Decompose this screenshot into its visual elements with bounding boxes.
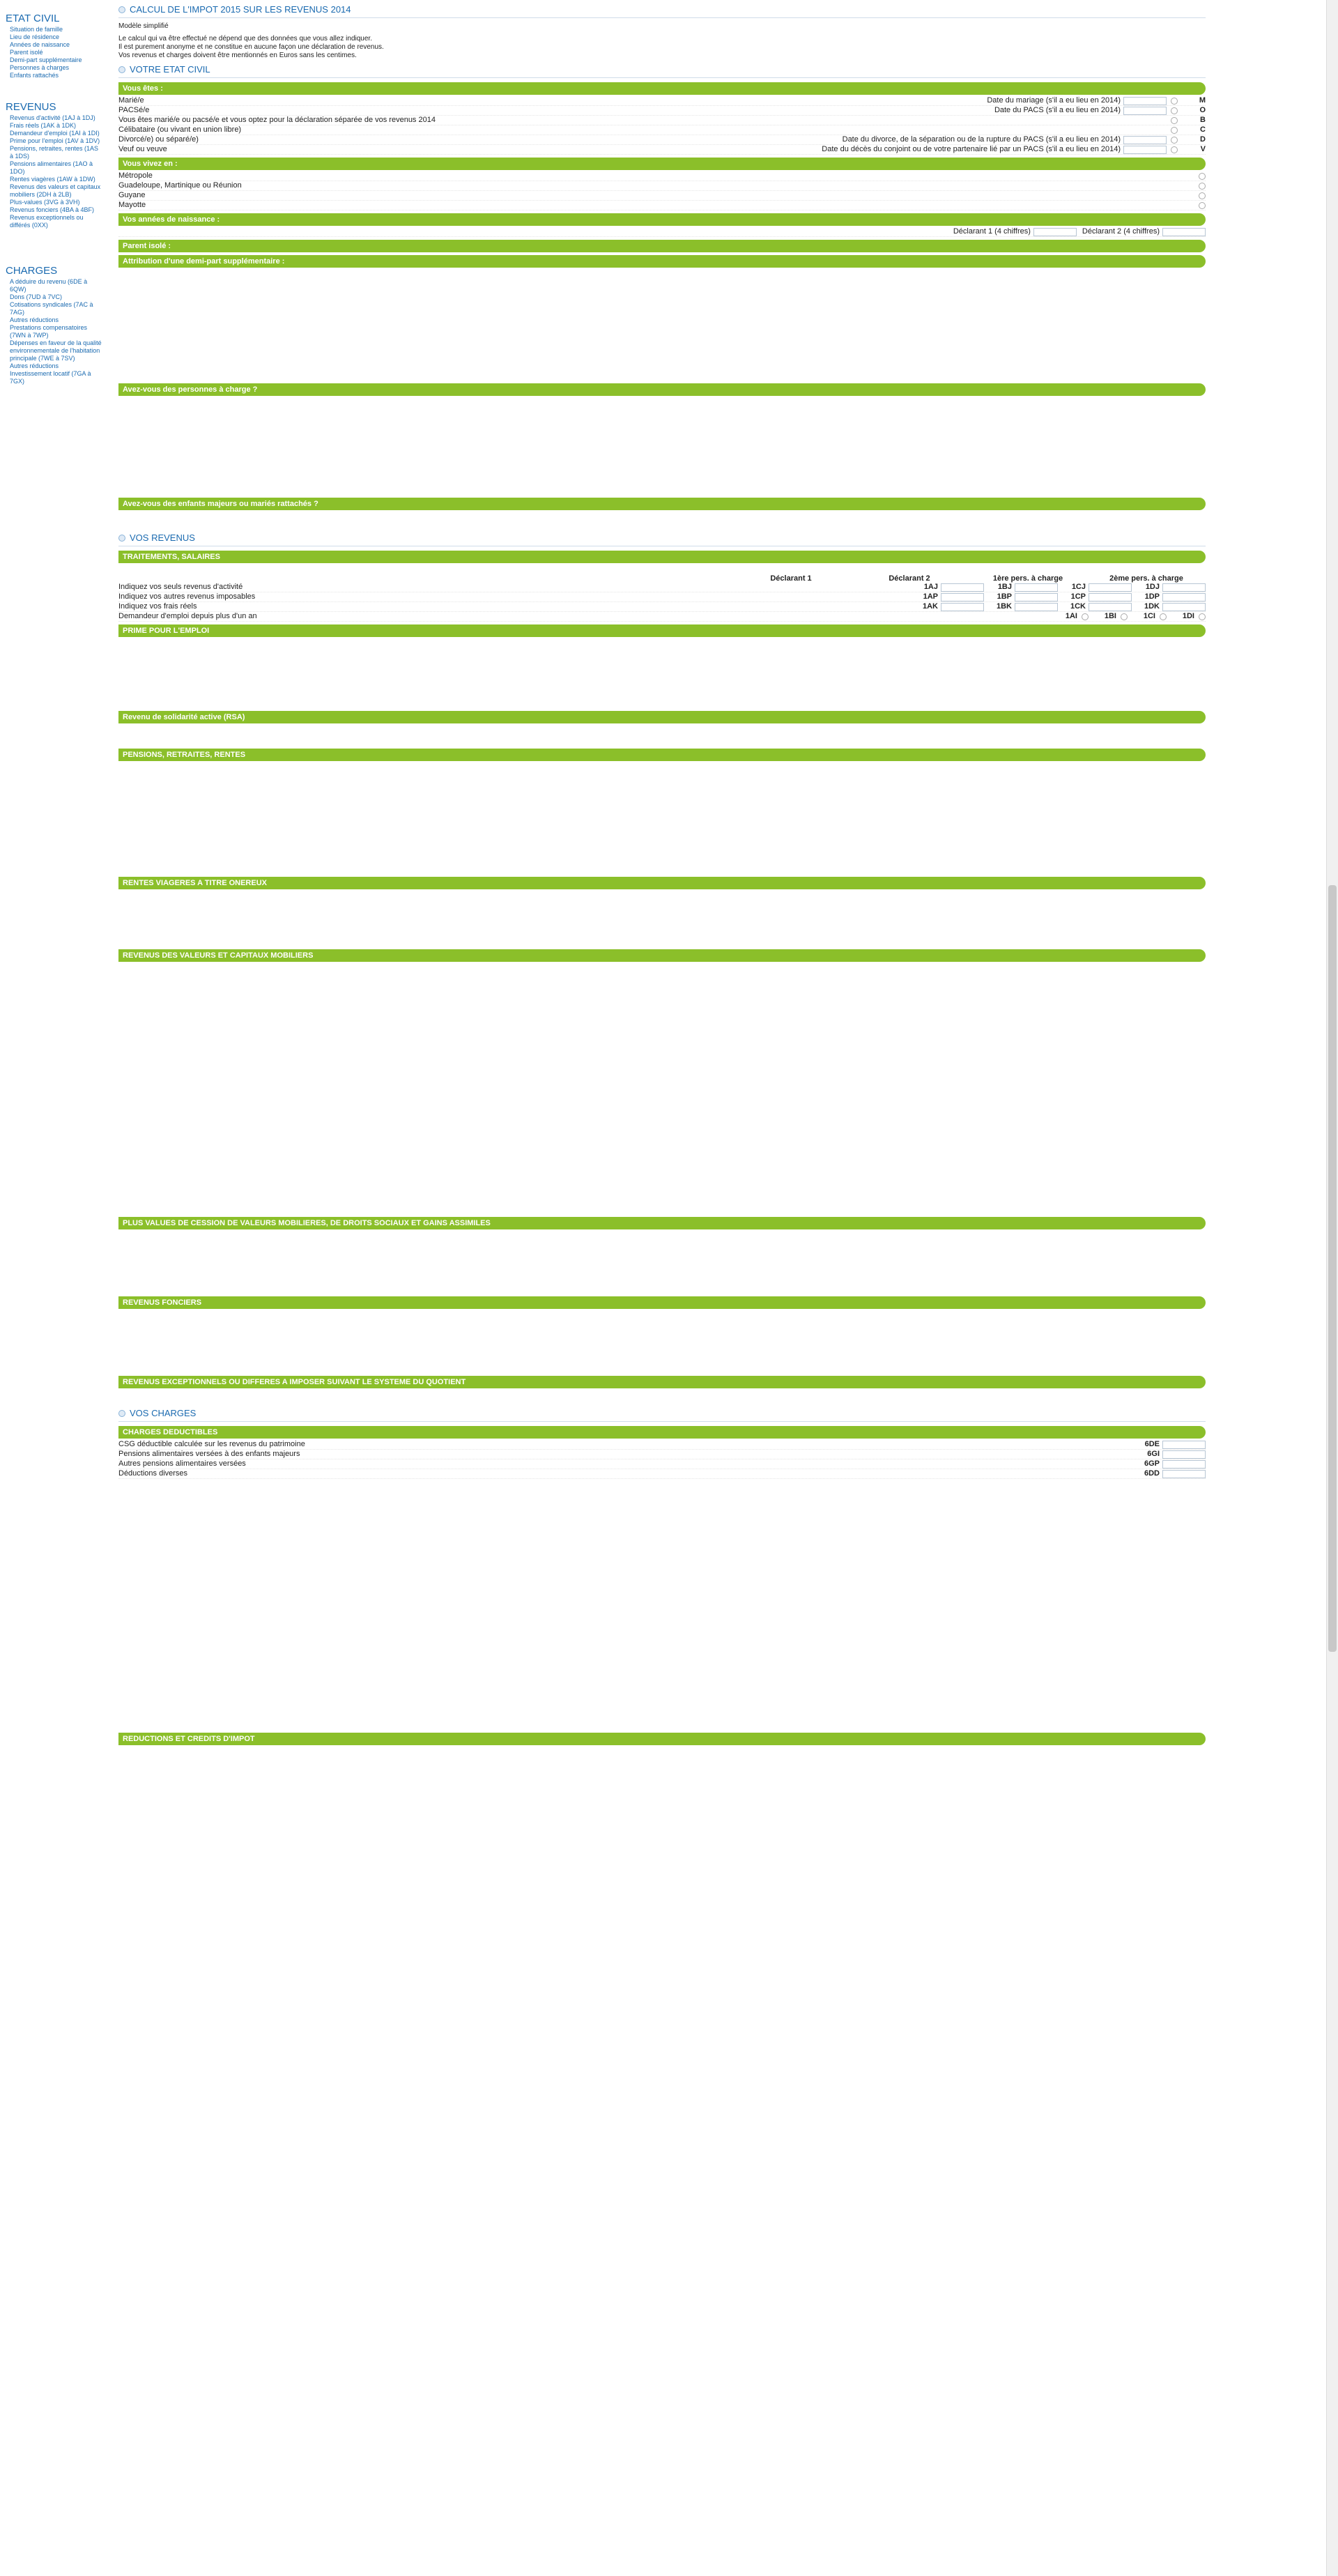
sidebar-item[interactable]: Prime pour l'emploi (1AV à 1DV) <box>10 137 100 144</box>
charge-row: Déductions diverses 6DD <box>118 1469 1206 1479</box>
sidebar-item[interactable]: Demi-part supplémentaire <box>10 56 82 63</box>
scrollbar[interactable] <box>1326 0 1338 2576</box>
residence-row: Métropole <box>118 171 1206 181</box>
sidebar-item[interactable]: Investissement locatif (7GA à 7GX) <box>10 370 91 385</box>
date-input[interactable] <box>1123 97 1167 105</box>
amount-input[interactable] <box>1162 1460 1206 1469</box>
amount-input[interactable] <box>1015 603 1058 611</box>
sidebar-item[interactable]: Situation de famille <box>10 26 63 33</box>
marital-radio[interactable] <box>1171 127 1178 134</box>
amount-input[interactable] <box>941 593 984 601</box>
bullet-icon <box>118 6 125 13</box>
sidebar-heading[interactable]: ETAT CIVIL <box>6 13 60 24</box>
bullet-icon <box>118 535 125 542</box>
sidebar-item[interactable]: Plus-values (3VG à 3VH) <box>10 199 80 206</box>
birth-year-input[interactable] <box>1162 228 1206 236</box>
sidebar-item[interactable]: Cotisations syndicales (7AC à 7AG) <box>10 301 93 316</box>
income-row: Indiquez vos frais réels 1AK 1BK 1CK 1DK <box>118 602 1206 612</box>
subsection-bar: PRIME POUR L'EMPLOI <box>118 624 1206 637</box>
amount-input[interactable] <box>1162 1470 1206 1478</box>
page-title: CALCUL DE L'IMPOT 2015 SUR LES REVENUS 2014 <box>118 4 1206 15</box>
section-title: VOS REVENUS <box>118 532 1206 543</box>
amount-input[interactable] <box>1162 603 1206 611</box>
sidebar-item[interactable]: Dons (7UD à 7VC) <box>10 293 63 300</box>
amount-input[interactable] <box>941 583 984 592</box>
sidebar-heading[interactable]: REVENUS <box>6 101 56 113</box>
marital-radio[interactable] <box>1171 137 1178 144</box>
subsection-bar: Vous vivez en : <box>118 158 1206 170</box>
date-input[interactable] <box>1123 136 1167 144</box>
subsection-bar: RENTES VIAGERES A TITRE ONEREUX <box>118 877 1206 889</box>
sidebar-group-etat-civil <box>6 13 103 79</box>
subsection-bar: Avez-vous des enfants majeurs ou mariés rattachés ? <box>118 498 1206 510</box>
residence-row: Guadeloupe, Martinique ou Réunion <box>118 181 1206 191</box>
marital-radio[interactable] <box>1171 98 1178 105</box>
date-input[interactable] <box>1123 107 1167 115</box>
dependents-block <box>118 397 1206 495</box>
sidebar-item[interactable]: Demandeur d'emploi (1AI à 1DI) <box>10 130 100 137</box>
sidebar-item[interactable]: Rentes viagères (1AW à 1DW) <box>10 176 95 183</box>
scrollbar-thumb[interactable] <box>1328 885 1337 1652</box>
subsection-bar: REVENUS FONCIERS <box>118 1296 1206 1309</box>
marital-row: Marié/e Date du mariage (s'il a eu lieu en 2014) M <box>118 96 1206 105</box>
amount-input[interactable] <box>941 603 984 611</box>
sidebar-item[interactable]: Dépenses en faveur de la qualité environnementale de l'habitation principale (7WE à 7SV) <box>10 339 102 362</box>
subsection-bar: REDUCTIONS ET CREDITS D'IMPOT <box>118 1733 1206 1745</box>
sidebar-item[interactable]: Revenus d'activité (1AJ à 1DJ) <box>10 114 95 121</box>
marital-row: PACSé/e Date du PACS (s'il a eu lieu en 2014) O <box>118 106 1206 114</box>
sidebar-item[interactable]: Années de naissance <box>10 41 70 48</box>
sidebar-item[interactable]: A déduire du revenu (6DE à 6QW) <box>10 278 88 293</box>
amount-input[interactable] <box>1089 593 1132 601</box>
amount-input[interactable] <box>1089 583 1132 592</box>
sidebar-item[interactable]: Parent isolé <box>10 49 43 56</box>
section-title: VOTRE ETAT CIVIL <box>118 64 1206 75</box>
sidebar-item[interactable]: Revenus exceptionnels ou différés (0XX) <box>10 214 84 229</box>
income-row: Indiquez vos autres revenus imposables 1AP 1BP 1CP 1DP <box>118 592 1206 602</box>
intro-text: Il est purement anonyme et ne constitue en aucune façon une déclaration de revenus. <box>118 43 384 51</box>
amount-input[interactable] <box>1162 1441 1206 1449</box>
residence-row: Mayotte <box>118 201 1206 210</box>
sidebar-item[interactable]: Enfants rattachés <box>10 72 59 79</box>
amount-input[interactable] <box>1162 593 1206 601</box>
subsection-bar: Attribution d'une demi-part supplémentaire : <box>118 255 1206 268</box>
charge-row: Autres pensions alimentaires versées 6GP <box>118 1459 1206 1469</box>
revenus-section <box>118 532 1206 1404</box>
sidebar-heading[interactable]: CHARGES <box>6 265 58 277</box>
amount-input[interactable] <box>1015 593 1058 601</box>
subsection-bar: CHARGES DEDUCTIBLES <box>118 1426 1206 1439</box>
residence-radio[interactable] <box>1199 173 1206 180</box>
divider <box>118 1421 1206 1422</box>
sidebar-item[interactable]: Revenus fonciers (4BA à 4BF) <box>10 206 95 213</box>
marital-radio[interactable] <box>1171 117 1178 124</box>
checkbox[interactable] <box>1082 613 1089 620</box>
intro-text: Le calcul qui va être effectué ne dépend que des données que vous allez indiquer. <box>118 35 372 43</box>
residence-radio[interactable] <box>1199 192 1206 199</box>
marital-row: Veuf ou veuve Date du décès du conjoint ou de votre partenaire lié par un PACS (s'il a eu lieu en 2014) V <box>118 145 1206 153</box>
marital-row: Vous êtes marié/e ou pacsé/e et vous optez pour la déclaration séparée de vos revenus 2014 B <box>118 116 1206 124</box>
date-input[interactable] <box>1123 146 1167 154</box>
subsection-bar: REVENUS DES VALEURS ET CAPITAUX MOBILIERS <box>118 949 1206 962</box>
bullet-icon <box>118 66 125 73</box>
subsection-bar: TRAITEMENTS, SALAIRES <box>118 551 1206 563</box>
sidebar-item[interactable]: Autres réductions <box>10 362 59 369</box>
sidebar-item[interactable]: Lieu de résidence <box>10 33 60 40</box>
residence-row: Guyane <box>118 191 1206 201</box>
marital-radio[interactable] <box>1171 107 1178 114</box>
checkbox[interactable] <box>1160 613 1167 620</box>
marital-row: Célibataire (ou vivant en union libre) C <box>118 125 1206 134</box>
subsection-bar: REVENUS EXCEPTIONNELS OU DIFFERES A IMPOSER SUIVANT LE SYSTEME DU QUOTIENT <box>118 1376 1206 1388</box>
charges-section <box>118 1408 1206 1745</box>
marital-row: Divorcé/e) ou séparé/e) Date du divorce, de la séparation ou de la rupture du PACS (s'il a eu lieu en 2014) D <box>118 135 1206 144</box>
amount-input[interactable] <box>1162 583 1206 592</box>
form-main <box>112 0 1206 1747</box>
sidebar <box>0 0 105 2576</box>
demipart-block <box>118 269 1206 381</box>
sidebar-item[interactable]: Autres réductions <box>10 316 59 323</box>
subsection-bar: Revenu de solidarité active (RSA) <box>118 711 1206 723</box>
subsection-bar: PLUS VALUES DE CESSION DE VALEURS MOBILIERES, DE DROITS SOCIAUX ET GAINS ASSIMILES <box>118 1217 1206 1229</box>
charge-row: Pensions alimentaires versées à des enfants majeurs 6GI <box>118 1450 1206 1459</box>
charge-row: CSG déductible calculée sur les revenus du patrimoine 6DE <box>118 1440 1206 1450</box>
birth-row: Déclarant 1 (4 chiffres) Déclarant 2 (4 chiffres) <box>118 227 1206 237</box>
sidebar-group-charges <box>6 265 103 385</box>
mode-label: Modèle simplifié <box>118 22 169 30</box>
subsection-bar: Parent isolé : <box>118 240 1206 252</box>
sidebar-item[interactable]: Personnes à charges <box>10 64 70 71</box>
income-row: Demandeur d'emploi depuis plus d'un an 1AI 1BI 1CI 1DI <box>118 612 1206 622</box>
bullet-icon <box>118 1410 125 1417</box>
divider <box>118 17 1206 18</box>
residence-radio[interactable] <box>1199 202 1206 209</box>
sidebar-item[interactable]: Frais réels (1AK à 1DK) <box>10 122 77 129</box>
sidebar-group-revenus <box>6 101 103 229</box>
amount-input[interactable] <box>1015 583 1058 592</box>
header-section <box>118 4 1206 60</box>
intro-text: Vos revenus et charges doivent être mentionnés en Euros sans les centimes. <box>118 52 357 59</box>
sidebar-item[interactable]: Prestations compensatoires (7WN à 7WP) <box>10 324 88 339</box>
subsection-bar: Vous êtes : <box>118 82 1206 95</box>
sidebar-item[interactable]: Revenus des valeurs et capitaux mobiliers (2DH à 2LB) <box>10 183 101 198</box>
etat-civil-section <box>118 64 1206 528</box>
sidebar-item[interactable]: Pensions, retraites, rentes (1AS à 1DS) <box>10 145 99 160</box>
subsection-bar: PENSIONS, RETRAITES, RENTES <box>118 749 1206 761</box>
sidebar-item[interactable]: Pensions alimentaires (1AO à 1DO) <box>10 160 93 175</box>
subsection-bar: Vos années de naissance : <box>118 213 1206 226</box>
amount-input[interactable] <box>1162 1450 1206 1459</box>
subsection-bar: Avez-vous des personnes à charge ? <box>118 383 1206 396</box>
divider <box>118 77 1206 78</box>
columns-header: Déclarant 1 Déclarant 2 1ère pers. à charge 2ème pers. à charge <box>770 574 1183 583</box>
residence-radio[interactable] <box>1199 183 1206 190</box>
checkbox[interactable] <box>1199 613 1206 620</box>
birth-year-input[interactable] <box>1033 228 1077 236</box>
checkbox[interactable] <box>1121 613 1128 620</box>
section-title: VOS CHARGES <box>118 1408 1206 1418</box>
amount-input[interactable] <box>1089 603 1132 611</box>
income-row: Indiquez vos seuls revenus d'activité 1AJ 1BJ 1CJ 1DJ <box>118 583 1206 592</box>
marital-radio[interactable] <box>1171 146 1178 153</box>
